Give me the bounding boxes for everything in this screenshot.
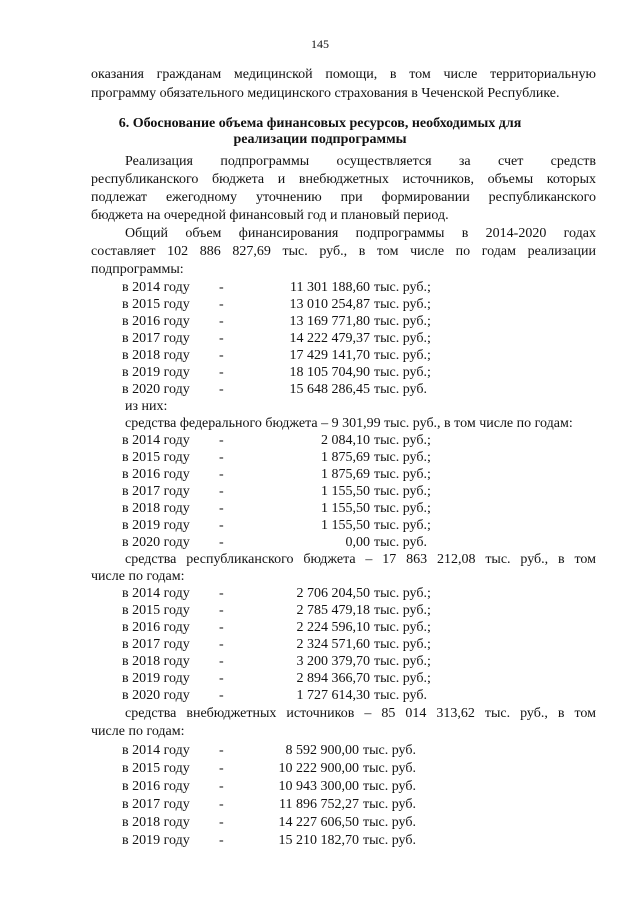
year-amount: 1 875,69	[321, 467, 370, 482]
year-label: в 2015 году	[122, 761, 190, 776]
extrabudgetary-year-row	[0, 832, 640, 849]
year-unit: тыс. руб.;	[374, 637, 431, 652]
republican-year-row	[0, 636, 640, 653]
total-year-row	[0, 347, 640, 364]
year-amount: 13 169 771,80	[289, 314, 370, 329]
republican-year-row	[0, 602, 640, 619]
republican-year-row	[0, 619, 640, 636]
extrabudgetary-year-row	[0, 814, 640, 831]
paragraph2-line-3: подпрограммы:	[91, 262, 184, 277]
total-year-row	[0, 296, 640, 313]
federal-budget-line: средства федерального бюджета – 9 301,99 тыс. руб., в том числе по годам:	[125, 416, 573, 431]
year-label: в 2014 году	[122, 743, 190, 758]
year-label: в 2017 году	[122, 797, 190, 812]
republican-year-row	[0, 585, 640, 602]
total-year-row	[0, 330, 640, 347]
year-label: в 2016 году	[122, 779, 190, 794]
year-amount: 1 155,50	[321, 501, 370, 516]
paragraph2-line-2: составляет 102 886 827,69 тыс. руб., в том числе по годам реализации	[91, 244, 596, 259]
paragraph1-line-4: бюджета на очередной финансовый год и плановый период.	[91, 208, 449, 223]
year-label: в 2015 году	[122, 450, 190, 465]
year-dash: -	[219, 671, 224, 686]
year-unit: тыс. руб.	[374, 688, 427, 703]
year-unit: тыс. руб.	[363, 833, 416, 848]
year-unit: тыс. руб.	[363, 797, 416, 812]
year-dash: -	[219, 484, 224, 499]
year-unit: тыс. руб.;	[374, 586, 431, 601]
federal-year-row	[0, 500, 640, 517]
federal-year-row	[0, 517, 640, 534]
federal-year-row	[0, 483, 640, 500]
year-unit: тыс. руб.	[363, 743, 416, 758]
year-label: в 2014 году	[122, 280, 190, 295]
year-amount: 14 222 479,37	[289, 331, 370, 346]
of-which-label: из них:	[125, 399, 168, 414]
republican-year-row	[0, 670, 640, 687]
section-heading-line-2: реализации подпрограммы	[233, 132, 407, 147]
intro-line-1: оказания гражданам медицинской помощи, в том числе территориальную	[91, 67, 596, 82]
year-label: в 2020 году	[122, 688, 190, 703]
year-amount: 2 894 366,70	[296, 671, 370, 686]
year-label: в 2017 году	[122, 637, 190, 652]
year-label: в 2020 году	[122, 535, 190, 550]
year-unit: тыс. руб.;	[374, 501, 431, 516]
year-unit: тыс. руб.;	[374, 365, 431, 380]
year-dash: -	[219, 586, 224, 601]
year-dash: -	[219, 535, 224, 550]
year-label: в 2019 году	[122, 365, 190, 380]
year-dash: -	[219, 450, 224, 465]
year-dash: -	[219, 833, 224, 848]
year-unit: тыс. руб.;	[374, 654, 431, 669]
federal-year-row	[0, 534, 640, 551]
extrabudgetary-year-row	[0, 778, 640, 795]
year-unit: тыс. руб.;	[374, 348, 431, 363]
year-dash: -	[219, 501, 224, 516]
federal-year-row	[0, 466, 640, 483]
year-dash: -	[219, 815, 224, 830]
year-label: в 2019 году	[122, 671, 190, 686]
year-label: в 2017 году	[122, 484, 190, 499]
year-dash: -	[219, 797, 224, 812]
year-amount: 2 324 571,60	[296, 637, 370, 652]
paragraph1-line-1: Реализация подпрограммы осуществляется за счет средств	[125, 154, 596, 169]
year-label: в 2014 году	[122, 586, 190, 601]
year-amount: 0,00	[345, 535, 370, 550]
republican-budget-line-2: числе по годам:	[91, 569, 185, 584]
extrabudgetary-line-1: средства внебюджетных источников – 85 014 313,62 тыс. руб., в том	[125, 706, 596, 721]
year-unit: тыс. руб.;	[374, 620, 431, 635]
year-amount: 14 227 606,50	[278, 815, 359, 830]
year-unit: тыс. руб.;	[374, 518, 431, 533]
year-dash: -	[219, 433, 224, 448]
extrabudgetary-year-row	[0, 742, 640, 759]
year-dash: -	[219, 743, 224, 758]
year-dash: -	[219, 314, 224, 329]
total-year-row	[0, 279, 640, 296]
intro-line-2: программу обязательного медицинского страхования в Чеченской Республике.	[91, 86, 560, 101]
year-unit: тыс. руб.	[363, 779, 416, 794]
year-dash: -	[219, 297, 224, 312]
extrabudgetary-line-2: числе по годам:	[91, 724, 185, 739]
year-unit: тыс. руб.	[363, 815, 416, 830]
year-amount: 1 727 614,30	[296, 688, 370, 703]
year-dash: -	[219, 518, 224, 533]
year-dash: -	[219, 779, 224, 794]
year-amount: 2 084,10	[321, 433, 370, 448]
total-year-row	[0, 364, 640, 381]
page-number: 145	[311, 37, 329, 51]
year-amount: 2 785 479,18	[296, 603, 370, 618]
year-unit: тыс. руб.;	[374, 484, 431, 499]
year-unit: тыс. руб.;	[374, 314, 431, 329]
year-label: в 2017 году	[122, 331, 190, 346]
year-amount: 3 200 379,70	[296, 654, 370, 669]
year-dash: -	[219, 761, 224, 776]
year-label: в 2018 году	[122, 654, 190, 669]
year-label: в 2019 году	[122, 833, 190, 848]
year-dash: -	[219, 348, 224, 363]
total-year-row	[0, 381, 640, 398]
year-amount: 18 105 704,90	[289, 365, 370, 380]
year-unit: тыс. руб.;	[374, 671, 431, 686]
section-heading-line-1: 6. Обоснование объема финансовых ресурсов, необходимых для	[118, 116, 522, 131]
year-dash: -	[219, 620, 224, 635]
paragraph2-line-1: Общий объем финансирования подпрограммы в 2014-2020 годах	[125, 226, 596, 241]
year-amount: 15 210 182,70	[278, 833, 359, 848]
year-dash: -	[219, 603, 224, 618]
year-amount: 15 648 286,45	[289, 382, 370, 397]
year-dash: -	[219, 467, 224, 482]
year-amount: 2 706 204,50	[296, 586, 370, 601]
year-unit: тыс. руб.	[374, 382, 427, 397]
year-dash: -	[219, 280, 224, 295]
year-amount: 11 896 752,27	[279, 797, 359, 812]
year-amount: 2 224 596,10	[296, 620, 370, 635]
year-unit: тыс. руб.;	[374, 467, 431, 482]
year-label: в 2018 году	[122, 501, 190, 516]
year-label: в 2016 году	[122, 467, 190, 482]
federal-year-row	[0, 449, 640, 466]
total-year-row	[0, 313, 640, 330]
year-amount: 1 155,50	[321, 484, 370, 499]
republican-budget-line-1: средства республиканского бюджета – 17 863 212,08 тыс. руб., в том	[125, 552, 596, 567]
year-label: в 2016 году	[122, 620, 190, 635]
paragraph1-line-2: республиканского бюджета и внебюджетных источников, объемы которых	[91, 172, 596, 187]
year-dash: -	[219, 688, 224, 703]
year-dash: -	[219, 365, 224, 380]
year-amount: 17 429 141,70	[289, 348, 370, 363]
year-label: в 2015 году	[122, 603, 190, 618]
year-dash: -	[219, 331, 224, 346]
year-amount: 10 222 900,00	[278, 761, 359, 776]
year-dash: -	[219, 654, 224, 669]
year-amount: 8 592 900,00	[285, 743, 359, 758]
republican-year-row	[0, 687, 640, 704]
year-label: в 2016 году	[122, 314, 190, 329]
year-label: в 2015 году	[122, 297, 190, 312]
year-unit: тыс. руб.;	[374, 450, 431, 465]
republican-year-row	[0, 653, 640, 670]
year-unit: тыс. руб.;	[374, 331, 431, 346]
year-amount: 13 010 254,87	[289, 297, 370, 312]
extrabudgetary-year-row	[0, 760, 640, 777]
year-unit: тыс. руб.;	[374, 280, 431, 295]
year-label: в 2019 году	[122, 518, 190, 533]
year-unit: тыс. руб.;	[374, 603, 431, 618]
year-unit: тыс. руб.;	[374, 433, 431, 448]
year-amount: 11 301 188,60	[290, 280, 370, 295]
year-label: в 2018 году	[122, 815, 190, 830]
year-unit: тыс. руб.	[363, 761, 416, 776]
year-label: в 2014 году	[122, 433, 190, 448]
year-label: в 2018 году	[122, 348, 190, 363]
year-unit: тыс. руб.	[374, 535, 427, 550]
year-amount: 10 943 300,00	[278, 779, 359, 794]
paragraph1-line-3: подлежат ежегодному уточнению при формировании республиканского	[91, 190, 596, 205]
year-unit: тыс. руб.;	[374, 297, 431, 312]
extrabudgetary-year-row	[0, 796, 640, 813]
year-dash: -	[219, 382, 224, 397]
year-amount: 1 155,50	[321, 518, 370, 533]
year-dash: -	[219, 637, 224, 652]
federal-year-row	[0, 432, 640, 449]
year-label: в 2020 году	[122, 382, 190, 397]
year-amount: 1 875,69	[321, 450, 370, 465]
